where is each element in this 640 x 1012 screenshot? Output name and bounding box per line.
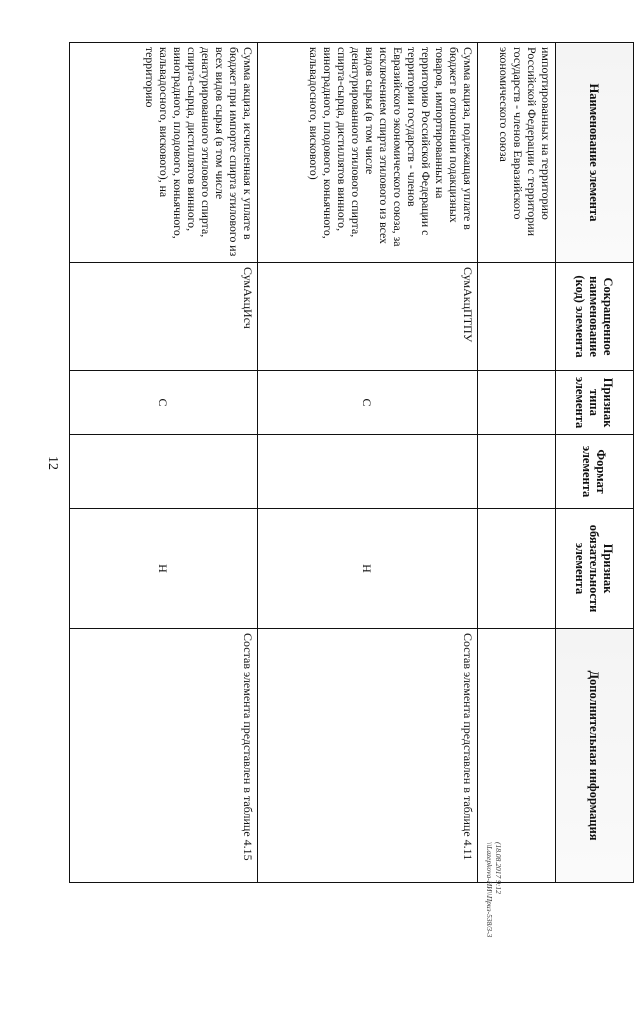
cell-type bbox=[478, 371, 556, 435]
cell-code bbox=[478, 263, 556, 371]
elements-table bbox=[69, 42, 634, 883]
cell-required: Н bbox=[70, 509, 258, 629]
cell-info: Состав элемента представлен в таблице 4.15 bbox=[70, 629, 258, 883]
cell-code: СумАкцПТПУ bbox=[258, 263, 478, 371]
footer-stamp-line2: \\Lazepkova-ИИ\\Приз-538/3-3 bbox=[485, 842, 494, 938]
header-element-name: Наименование элемента bbox=[556, 43, 634, 263]
cell-code: СумАкцИсч bbox=[70, 263, 258, 371]
cell-required: Н bbox=[258, 509, 478, 629]
footer-stamp-line1: (18.08.2017 9:12 bbox=[494, 842, 503, 894]
cell-type: С bbox=[258, 371, 478, 435]
cell-format bbox=[478, 435, 556, 509]
footer-stamp bbox=[485, 842, 503, 1012]
cell-name: импортированных на территорию Российской Федерации с территории государств - членов Евразийского экономического союза bbox=[478, 43, 556, 263]
cell-format bbox=[70, 435, 258, 509]
cell-name: Сумма акциза, подлежащая уплате в бюджет в отношении подакцизных товаров, импортированных на территорию Российской Федерации с территории государств - членов Евразийского экономического союза, за исключением спирта этилового из всех видов сырья (в том числе денатурированного этилового спирта, спирта-сырца, дистиллятов винного, виноградного, плодового, коньячного, кальвадосного, вискового) bbox=[258, 43, 478, 263]
cell-type: С bbox=[70, 371, 258, 435]
cell-name: Сумма акциза, исчисленная к уплате в бюджет при импорте спирта этилового из всех видов сырья (в том числе денатурированного этилового спирта, спирта-сырца, дистиллятов винного, виноградного, плодового, коньячного, кальвадосного, вискового), на территорию bbox=[70, 43, 258, 263]
cell-format bbox=[258, 435, 478, 509]
header-element-type: Признак типа элемента bbox=[556, 371, 634, 435]
table-row bbox=[70, 43, 258, 883]
header-element-code: Сокращенное наименование (код) элемента bbox=[556, 263, 634, 371]
header-additional-info: Дополнительная информация bbox=[556, 629, 634, 883]
cell-info: Состав элемента представлен в таблице 4.11 bbox=[258, 629, 478, 883]
cell-required bbox=[478, 509, 556, 629]
header-element-required: Признак обязательности элемента bbox=[556, 509, 634, 629]
rotated-table-frame bbox=[70, 42, 634, 882]
table-row bbox=[478, 43, 556, 883]
page-number: 12 bbox=[45, 456, 60, 470]
table-row bbox=[258, 43, 478, 883]
header-element-format: Формат элемента bbox=[556, 435, 634, 509]
rotated-table-container bbox=[70, 42, 634, 882]
table-header-row bbox=[556, 43, 634, 883]
